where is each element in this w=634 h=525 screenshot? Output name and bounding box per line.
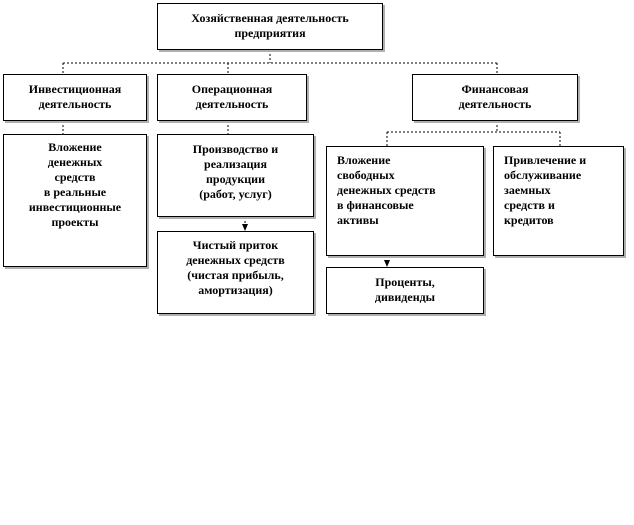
category-operations-label: Операционная деятельность — [191, 82, 273, 111]
category-investment-label: Инвестиционная деятельность — [28, 82, 122, 111]
root-node — [157, 3, 383, 50]
detail-borrowing-text: Привлечение и обслуживание заемных средств и кредитов — [504, 153, 587, 227]
root-label: Хозяйственная деятельность предприятия — [191, 11, 349, 40]
detail-financial-investment-text: Вложение свободных денежных средств в финансовые активы — [337, 153, 436, 227]
detail-interest-text: Проценты, дивиденды — [374, 275, 436, 304]
arrow-head-interest — [384, 260, 390, 267]
arrow-head-inflow — [242, 224, 248, 231]
category-operations — [157, 74, 307, 121]
category-finance-label: Финансовая деятельность — [458, 82, 532, 111]
detail-financial-investment — [326, 146, 484, 256]
detail-interest — [326, 267, 484, 314]
detail-investment — [3, 134, 147, 267]
category-investment — [3, 74, 147, 121]
category-finance — [412, 74, 578, 121]
detail-borrowing — [493, 146, 624, 256]
detail-operations-text: Производство и реализация продукции (работ, услуг) — [192, 142, 279, 201]
detail-operations — [157, 134, 314, 217]
detail-net-inflow-text: Чистый приток денежных средств (чистая прибыль, амортизация) — [186, 238, 285, 297]
detail-net-inflow — [157, 231, 314, 314]
detail-investment-text: Вложение денежных средств в реальные инвестиционные проекты — [28, 140, 122, 229]
